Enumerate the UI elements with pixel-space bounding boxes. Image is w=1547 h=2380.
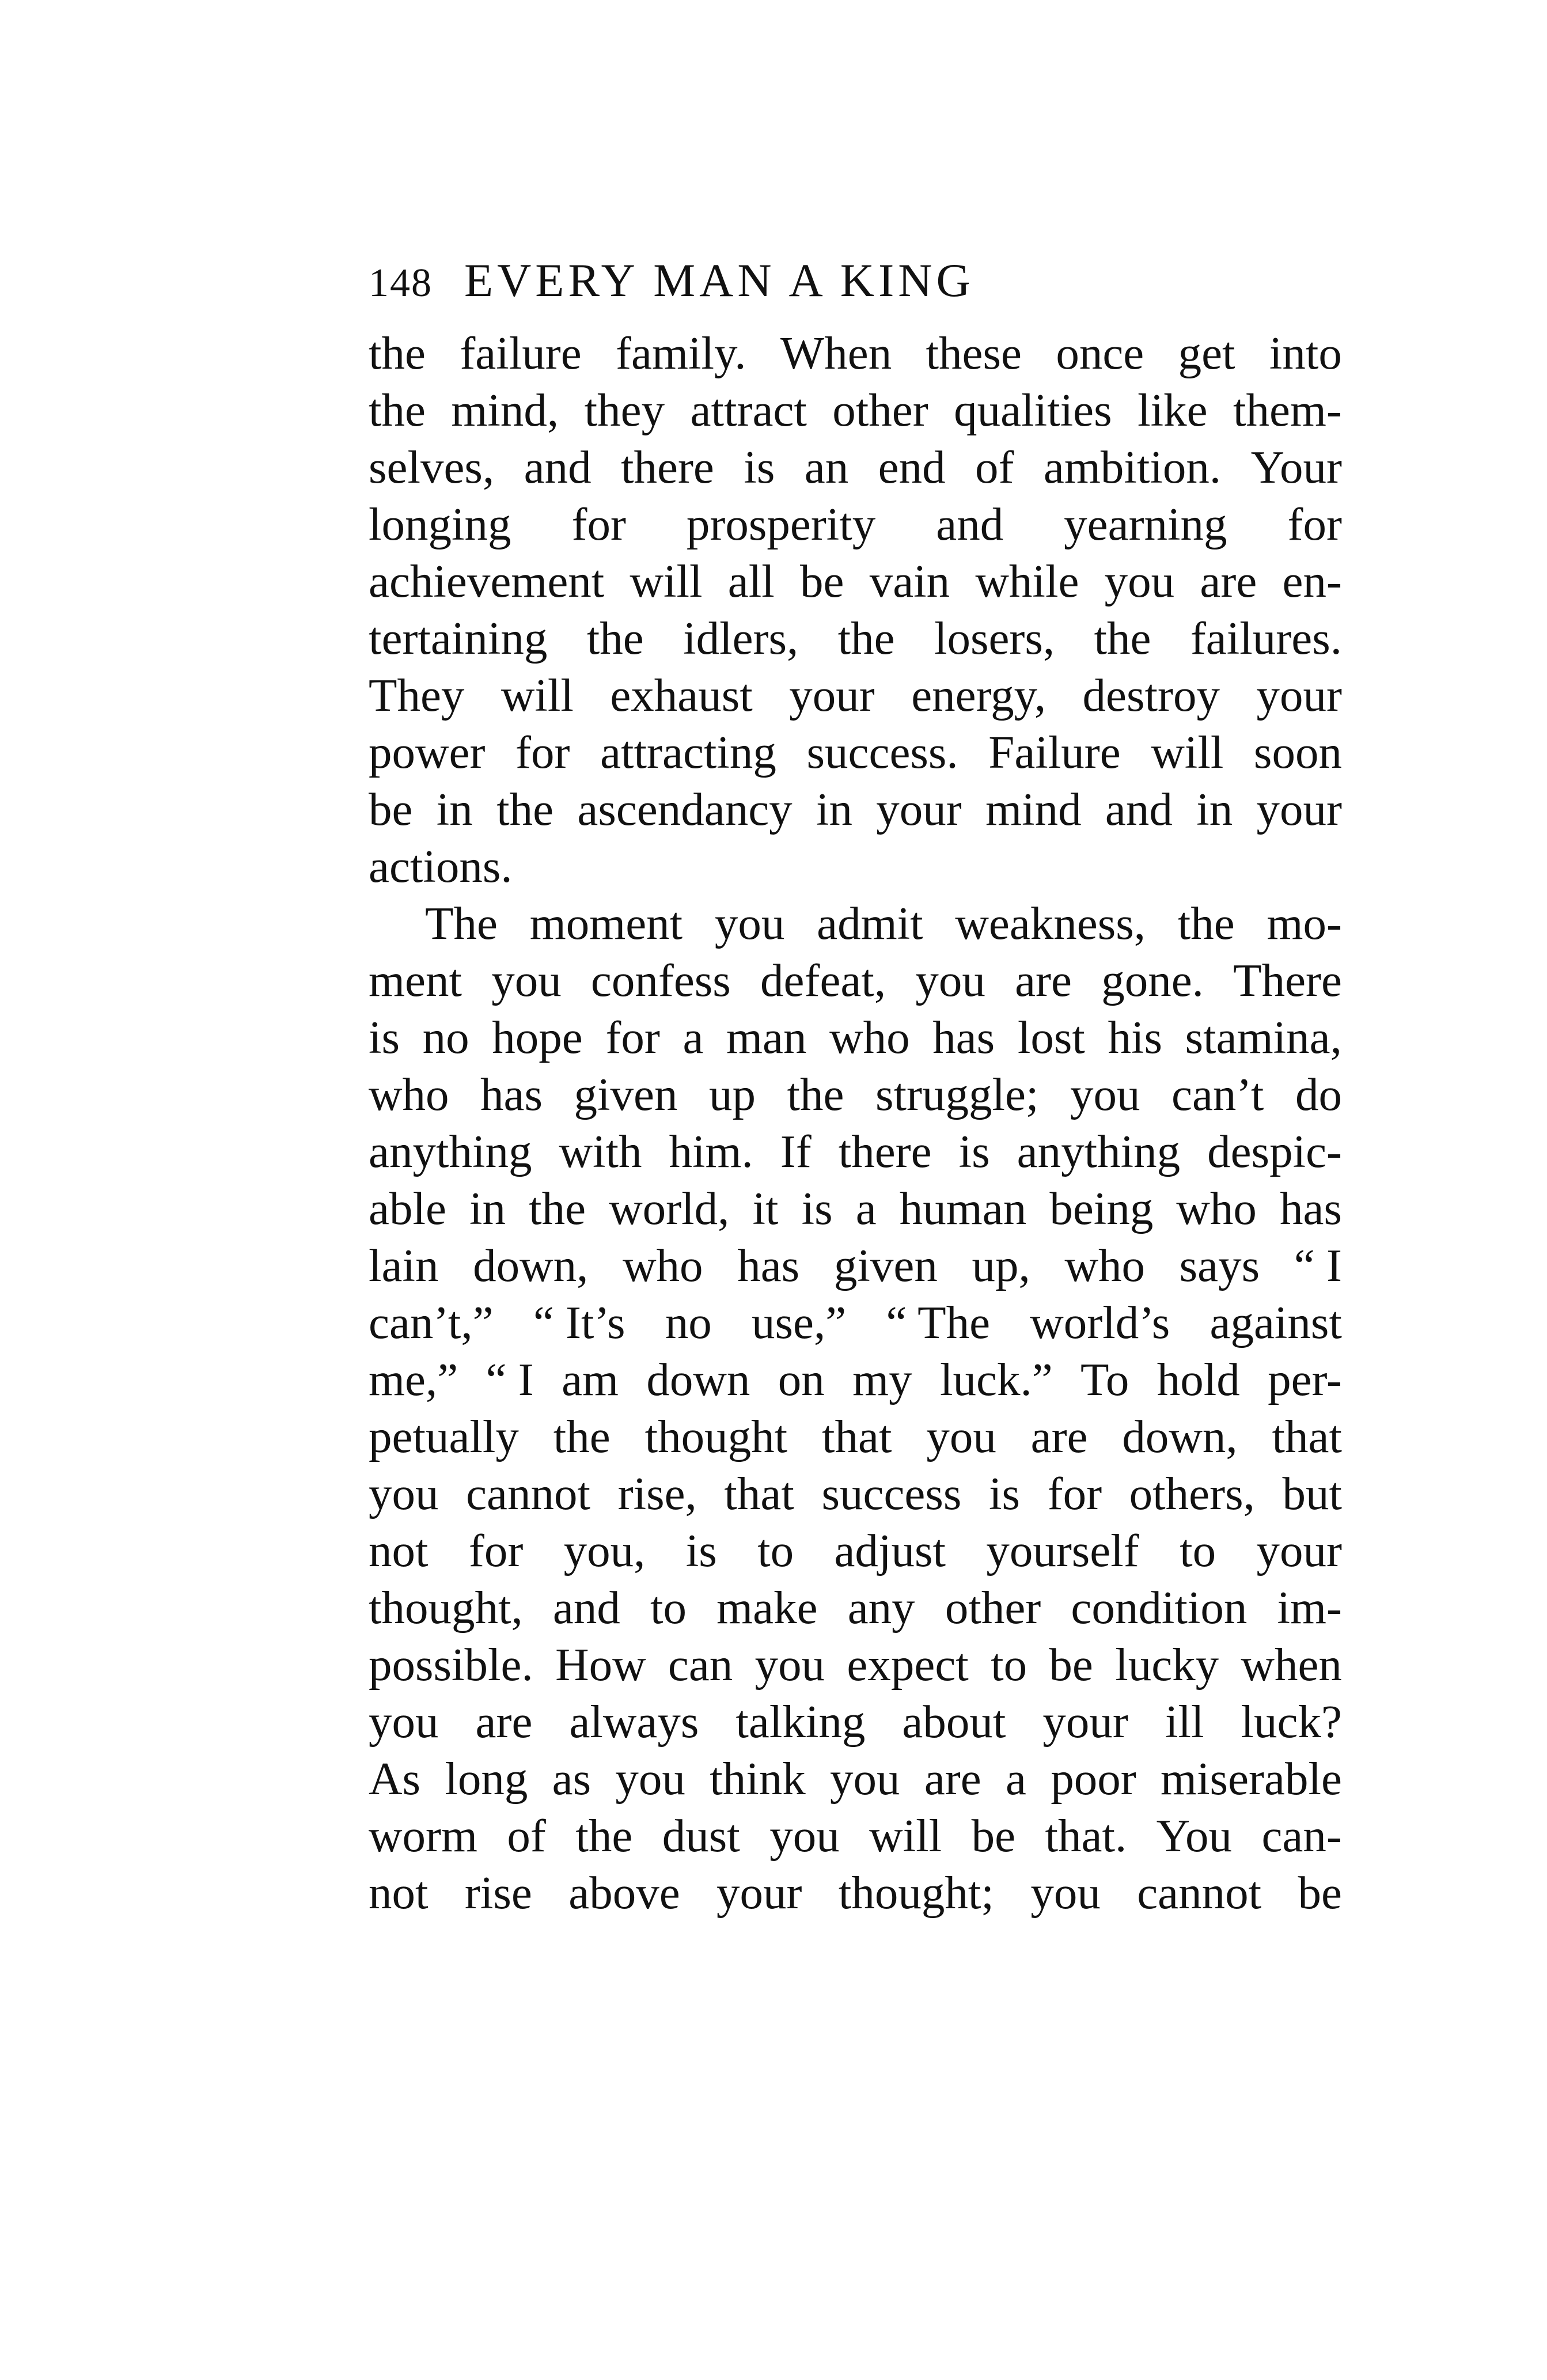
word: your <box>1256 669 1342 721</box>
word: weakness, <box>955 897 1146 949</box>
word: failures. <box>1190 612 1342 664</box>
word: they <box>584 384 665 436</box>
page-number: 148 <box>369 261 433 305</box>
word: long <box>445 1753 528 1805</box>
word: “ It’s <box>533 1297 625 1348</box>
word: energy, <box>911 669 1046 721</box>
word: the <box>553 1411 611 1462</box>
word: world’s <box>1030 1297 1170 1348</box>
text-line <box>369 1693 1342 1750</box>
word: given <box>574 1068 678 1120</box>
word: man <box>726 1011 807 1063</box>
word: vain <box>869 555 950 607</box>
word: you, <box>563 1525 646 1576</box>
text-line <box>369 1066 1342 1123</box>
word: talking <box>735 1696 866 1748</box>
word: There <box>1233 954 1342 1006</box>
word: worm <box>369 1810 477 1862</box>
word: the <box>575 1810 633 1862</box>
word: will <box>869 1810 942 1862</box>
word: you <box>1104 555 1175 607</box>
word: poor <box>1051 1753 1136 1805</box>
word: actions. <box>369 840 513 892</box>
word: who <box>1176 1183 1257 1234</box>
word: To <box>1080 1354 1129 1405</box>
word: your <box>1256 1525 1342 1576</box>
word: can’t,” <box>369 1297 494 1348</box>
word: be <box>369 783 413 835</box>
word: moment <box>529 897 683 949</box>
word: luck.” <box>940 1354 1053 1405</box>
word: the <box>369 384 426 436</box>
word: exhaust <box>610 669 753 721</box>
word: adjust <box>834 1525 946 1576</box>
word: be <box>1298 1867 1342 1919</box>
word: all <box>727 555 775 607</box>
word: ill <box>1165 1696 1204 1748</box>
word: other <box>832 384 928 436</box>
word: rise, <box>617 1468 697 1519</box>
word: “ The <box>886 1297 991 1348</box>
word: When <box>780 327 892 379</box>
word: has <box>480 1068 543 1120</box>
word: power <box>369 726 486 778</box>
word: success. <box>806 726 958 778</box>
word: has <box>932 1011 995 1063</box>
word: your <box>789 669 875 721</box>
word: in <box>436 783 473 835</box>
word: to <box>757 1525 794 1576</box>
word: rise <box>464 1867 532 1919</box>
word: me,” <box>369 1354 458 1405</box>
word: down <box>646 1354 750 1405</box>
word: think <box>710 1753 806 1805</box>
word: you <box>1030 1867 1101 1919</box>
word: despic- <box>1207 1125 1342 1177</box>
word: gone. <box>1101 954 1204 1006</box>
word: others, <box>1129 1468 1255 1519</box>
word: attract <box>690 384 807 436</box>
word: your <box>1256 783 1342 835</box>
word: has <box>1280 1183 1342 1234</box>
word: the <box>529 1183 586 1234</box>
text-line <box>369 1408 1342 1465</box>
word: attracting <box>600 726 776 778</box>
word: cannot <box>466 1468 591 1519</box>
word: prosperity <box>686 498 876 550</box>
word: can <box>668 1639 733 1691</box>
word: against <box>1209 1297 1342 1348</box>
word: you <box>714 897 785 949</box>
word: ascendancy <box>577 783 793 835</box>
text-line <box>369 952 1342 1009</box>
word: thought; <box>838 1867 994 1919</box>
word: can- <box>1261 1810 1342 1862</box>
word: am <box>562 1354 619 1405</box>
word: that <box>821 1411 892 1462</box>
word: for <box>515 726 570 778</box>
word: given <box>833 1240 938 1291</box>
word: thought <box>644 1411 788 1462</box>
word: that <box>1272 1411 1342 1462</box>
word: you <box>830 1753 900 1805</box>
word: per- <box>1268 1354 1342 1405</box>
word: failure <box>460 327 582 379</box>
word: in <box>469 1183 506 1234</box>
word: make <box>716 1582 818 1634</box>
word: an <box>804 441 849 493</box>
word: en- <box>1282 555 1342 607</box>
word: that <box>724 1468 794 1519</box>
word: on <box>778 1354 825 1405</box>
word: selves, <box>369 441 495 493</box>
running-head <box>369 253 1342 317</box>
word: being <box>1049 1183 1154 1234</box>
word: As <box>369 1753 421 1805</box>
text-line <box>369 838 1342 895</box>
body-text <box>369 325 1342 1922</box>
word: above <box>568 1867 680 1919</box>
word: able <box>369 1183 446 1234</box>
text-line <box>369 1522 1342 1579</box>
word: expect <box>847 1639 969 1691</box>
word: soon <box>1253 726 1342 778</box>
word: They <box>369 669 465 721</box>
word: my <box>852 1354 912 1405</box>
word: stamina, <box>1185 1011 1342 1063</box>
word: to <box>1180 1525 1216 1576</box>
word: always <box>569 1696 699 1748</box>
word: will <box>500 669 574 721</box>
word: to <box>991 1639 1027 1691</box>
word: be <box>971 1810 1016 1862</box>
word: other <box>945 1582 1041 1634</box>
word: destroy <box>1082 669 1220 721</box>
word: to <box>650 1582 687 1634</box>
text-line <box>369 1351 1342 1408</box>
word: lain <box>369 1240 439 1291</box>
word: who <box>369 1068 449 1120</box>
word: are <box>1015 954 1072 1006</box>
word: world, <box>609 1183 730 1234</box>
text-line <box>369 553 1342 610</box>
word: when <box>1241 1639 1342 1691</box>
word: has <box>737 1240 800 1291</box>
word: dust <box>662 1810 740 1862</box>
word: who <box>623 1240 703 1291</box>
word: will <box>1151 726 1224 778</box>
word: says <box>1179 1240 1260 1291</box>
word: do <box>1295 1068 1342 1120</box>
word: and <box>524 441 592 493</box>
word: and <box>1105 783 1173 835</box>
word: in <box>1196 783 1233 835</box>
word: your <box>716 1867 802 1919</box>
word: and <box>552 1582 620 1634</box>
word: of <box>975 441 1014 493</box>
word: for <box>605 1011 660 1063</box>
word: down, <box>1122 1411 1238 1462</box>
text-line <box>369 1180 1342 1237</box>
word: the <box>1177 897 1235 949</box>
word: You <box>1156 1810 1233 1862</box>
word: success <box>821 1468 962 1519</box>
word: and <box>936 498 1004 550</box>
word: is <box>369 1011 400 1063</box>
word: you <box>1070 1068 1140 1120</box>
word: losers, <box>934 612 1055 664</box>
word: human <box>899 1183 1027 1234</box>
word: your <box>1042 1696 1128 1748</box>
word: a <box>1006 1753 1026 1805</box>
word: mo- <box>1267 897 1342 949</box>
word: the <box>1094 612 1151 664</box>
word: ambition. <box>1043 441 1222 493</box>
word: up <box>709 1068 756 1120</box>
word: there <box>838 1125 932 1177</box>
word: condition <box>1071 1582 1248 1634</box>
word: ment <box>369 954 462 1006</box>
text-line <box>369 667 1342 724</box>
word: you <box>915 954 985 1006</box>
text-line <box>369 895 1342 952</box>
word: down, <box>473 1240 589 1291</box>
word: luck? <box>1241 1696 1342 1748</box>
word: his <box>1108 1011 1163 1063</box>
word: lost <box>1017 1011 1085 1063</box>
word: miserable <box>1161 1753 1342 1805</box>
word: but <box>1282 1468 1342 1519</box>
text-line <box>369 610 1342 667</box>
word: you <box>754 1639 825 1691</box>
word: in <box>816 783 852 835</box>
word: not <box>369 1525 429 1576</box>
word: end <box>878 441 946 493</box>
word: hold <box>1157 1354 1240 1405</box>
text-line <box>369 1579 1342 1636</box>
word: you <box>926 1411 996 1462</box>
text-line <box>369 382 1342 439</box>
word: the <box>586 612 644 664</box>
word: lucky <box>1115 1639 1219 1691</box>
word: mind, <box>451 384 559 436</box>
word: get <box>1178 327 1235 379</box>
word: anything <box>1017 1125 1181 1177</box>
word: is <box>685 1525 717 1576</box>
word: a <box>682 1011 704 1063</box>
word: of <box>507 1810 546 1862</box>
word: confess <box>590 954 731 1006</box>
text-line <box>369 1123 1342 1180</box>
text-line <box>369 1237 1342 1294</box>
word: thought, <box>369 1582 523 1634</box>
text-line <box>369 1009 1342 1066</box>
word: the <box>837 612 895 664</box>
text-line <box>369 1864 1342 1922</box>
word: with <box>559 1125 642 1177</box>
word: the <box>787 1068 844 1120</box>
word: is <box>958 1125 990 1177</box>
text-line <box>369 1465 1342 1522</box>
word: can’t <box>1171 1068 1264 1120</box>
word: mind <box>985 783 1082 835</box>
word: once <box>1056 327 1144 379</box>
word: these <box>926 327 1022 379</box>
word: are <box>475 1696 533 1748</box>
word: achievement <box>369 555 605 607</box>
word: hope <box>492 1011 583 1063</box>
text-line <box>369 325 1342 382</box>
word: a <box>855 1183 877 1234</box>
word: the <box>369 327 426 379</box>
word: petually <box>369 1411 519 1462</box>
word: while <box>975 555 1079 607</box>
word: cannot <box>1137 1867 1262 1919</box>
word: Failure <box>988 726 1121 778</box>
word: defeat, <box>760 954 886 1006</box>
text-line <box>369 1807 1342 1864</box>
text-line <box>369 1294 1342 1351</box>
word: you <box>369 1696 439 1748</box>
word: How <box>555 1639 646 1691</box>
word: him. <box>669 1125 753 1177</box>
word: into <box>1269 327 1342 379</box>
word: family. <box>616 327 746 379</box>
running-title: EVERY MAN A KING <box>464 254 975 306</box>
word: for <box>468 1525 524 1576</box>
word: im- <box>1277 1582 1342 1634</box>
word: like <box>1138 384 1208 436</box>
word: is <box>801 1183 833 1234</box>
word: yourself <box>986 1525 1139 1576</box>
text-line <box>369 781 1342 838</box>
word: If <box>780 1125 812 1177</box>
word: there <box>621 441 714 493</box>
word: possible. <box>369 1639 533 1691</box>
word: idlers, <box>683 612 799 664</box>
word: for <box>1287 498 1342 550</box>
word: who <box>829 1011 910 1063</box>
word: tertaining <box>369 612 548 664</box>
word: are <box>1200 555 1257 607</box>
word: who <box>1064 1240 1145 1291</box>
word: about <box>902 1696 1006 1748</box>
word: it <box>752 1183 779 1234</box>
word: you <box>615 1753 685 1805</box>
book-page <box>369 253 1342 1922</box>
word: The <box>425 897 498 949</box>
text-line <box>369 1750 1342 1807</box>
word: be <box>1049 1639 1093 1691</box>
word: struggle; <box>875 1068 1039 1120</box>
word: the <box>496 783 554 835</box>
word: as <box>552 1753 592 1805</box>
word: Your <box>1250 441 1342 493</box>
word: are <box>1030 1411 1088 1462</box>
text-line <box>369 496 1342 553</box>
word: qualities <box>954 384 1112 436</box>
word: will <box>630 555 703 607</box>
word: “ I <box>486 1354 534 1405</box>
word: your <box>876 783 962 835</box>
word: for <box>1047 1468 1102 1519</box>
word: is <box>988 1468 1021 1519</box>
word: you <box>769 1810 840 1862</box>
word: you <box>491 954 562 1006</box>
word: them- <box>1233 384 1342 436</box>
text-line <box>369 439 1342 496</box>
word: no <box>665 1297 712 1348</box>
word: that. <box>1045 1810 1127 1862</box>
word: you <box>369 1468 439 1519</box>
word: is <box>744 441 775 493</box>
word: admit <box>817 897 923 949</box>
word: yearning <box>1064 498 1227 550</box>
word: not <box>369 1867 429 1919</box>
word: “ I <box>1294 1240 1342 1291</box>
text-line <box>369 724 1342 781</box>
word: be <box>800 555 844 607</box>
word: for <box>571 498 626 550</box>
word: up, <box>972 1240 1030 1291</box>
word: no <box>422 1011 469 1063</box>
word: anything <box>369 1125 532 1177</box>
word: any <box>847 1582 915 1634</box>
word: use,” <box>752 1297 847 1348</box>
word: are <box>924 1753 981 1805</box>
text-line <box>369 1636 1342 1693</box>
word: longing <box>369 498 511 550</box>
